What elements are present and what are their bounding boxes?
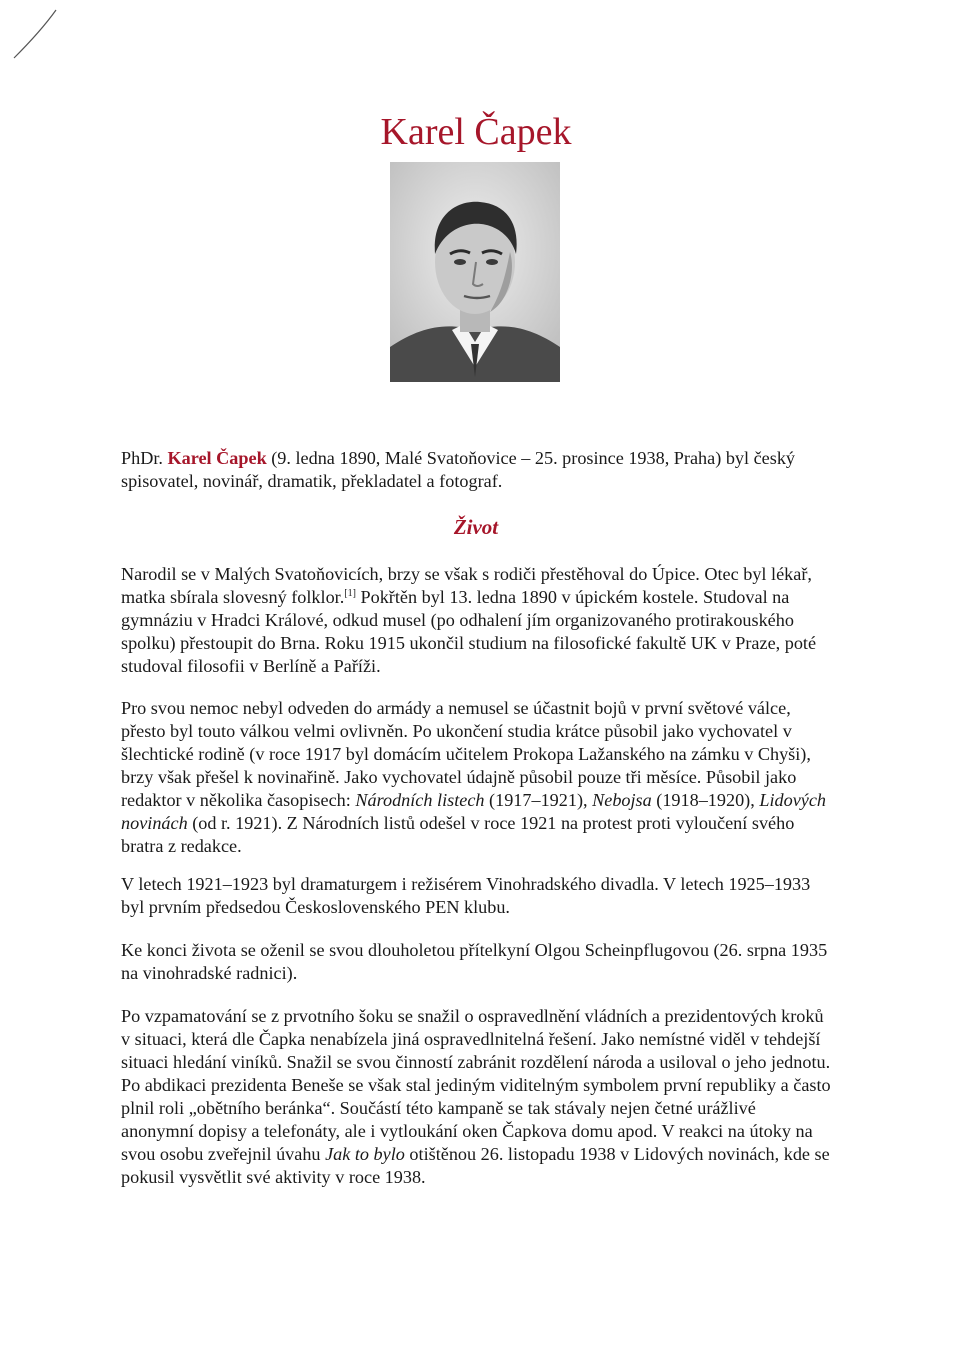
intro-name: Karel Čapek [167, 448, 267, 468]
paragraph-text: Pro svou nemoc nebyl odveden do armády a nemusel se účastnit bojů v první světové válce, přesto byl touto válkou velmi ovlivněn. Po ukončení studia krátce působil jako vychovatel v šlechtické rodině (v roce 1917 byl domácím učitelem Prokopa Lažanského na zámku v Chyši), brzy však přešel k novinařině. Jako vychovatel údajně působil pouze tři měsíce. Působil jako redaktor v několika časopisech: [121, 698, 811, 810]
intro-prefix: PhDr. [121, 448, 168, 468]
paragraph-late-life [121, 1005, 833, 1189]
paragraph-early-life [121, 563, 833, 678]
section-heading: Život [453, 515, 499, 539]
italic-title: Jak to bylo [325, 1144, 405, 1164]
portrait-image [390, 162, 560, 382]
italic-title: Lidových novinách [121, 790, 827, 833]
paragraph-marriage: Ke konci života se oženil se svou dlouholetou přítelkyní Olgou Scheinpflugovou (26. srpna 1935 na vinohradské radnici). [121, 940, 828, 983]
pen-stroke-mark [8, 6, 58, 62]
paragraph-text: Pokřtěn byl 13. ledna 1890 v úpickém kostele. Studoval na gymnáziu v Hradci Králové, odkud musel (po odhalení jím organizovaného protirakouského spolku) přestoupit do Brna. Roku 1915 ukončil studium na filosofické fakultě UK v Praze, poté studoval filosofii v Berlíně a Paříži. [121, 587, 817, 676]
italic-title: Národních listech [355, 790, 485, 810]
paragraph-text: (od r. 1921). Z Národních listů odešel v roce 1921 na protest proti vyloučení svého bratra z redakce. [121, 813, 795, 856]
paragraph-text: (1918–1920), [651, 790, 760, 810]
intro-paragraph [121, 447, 833, 493]
paragraph-career [121, 697, 833, 858]
paragraph-text: Po vzpamatování se z prvotního šoku se snažil o ospravedlnění vládních a prezidentových kroků v situaci, která dle Čapka nenabízela jiná ospravedlnitelná řešení. Jako nemístné viděl v tehdejší situaci hledání viníků. Snažil se svou činností zabránit rozdělení národa a usiloval o jeho jednotu. Po abdikaci prezidenta Beneše se však stal jediným viditelným symbolem první republiky a často plnil roli „obětního beránka“. Součástí této kampaně se tak stávaly nejen četné urážlivé anonymní dopisy a telefonáty, ale i vytloukání oken Čapkova domu apod. V reakci na útoky na svou osobu zveřejnil úvahu [121, 1006, 831, 1164]
paragraph-text: otištěnou 26. listopadu 1938 v Lidových novinách, kde se pokusil vysvětlit své aktivity v roce 1938. [121, 1144, 830, 1187]
intro-rest: (9. ledna 1890, Malé Svatoňovice – 25. prosince 1938, Praha) byl český spisovatel, novinář, dramatik, překladatel a fotograf. [121, 448, 796, 491]
italic-title: Nebojsa [592, 790, 652, 810]
paragraph-text: Narodil se v Malých Svatoňovicích, brzy se však s rodiči přestěhoval do Úpice. Otec byl lékař, matka sbírala slovesný folklor. [121, 564, 812, 607]
portrait-photo [390, 162, 560, 382]
paragraph-text: (1917–1921), [484, 790, 593, 810]
paragraph-theatre: V letech 1921–1923 byl dramaturgem i režisérem Vinohradského divadla. V letech 1925–1933 byl prvním předsedou Československého PEN klubu. [121, 874, 811, 917]
footnote-link[interactable]: [1] [344, 587, 356, 599]
page-title: Karel Čapek [380, 111, 572, 153]
